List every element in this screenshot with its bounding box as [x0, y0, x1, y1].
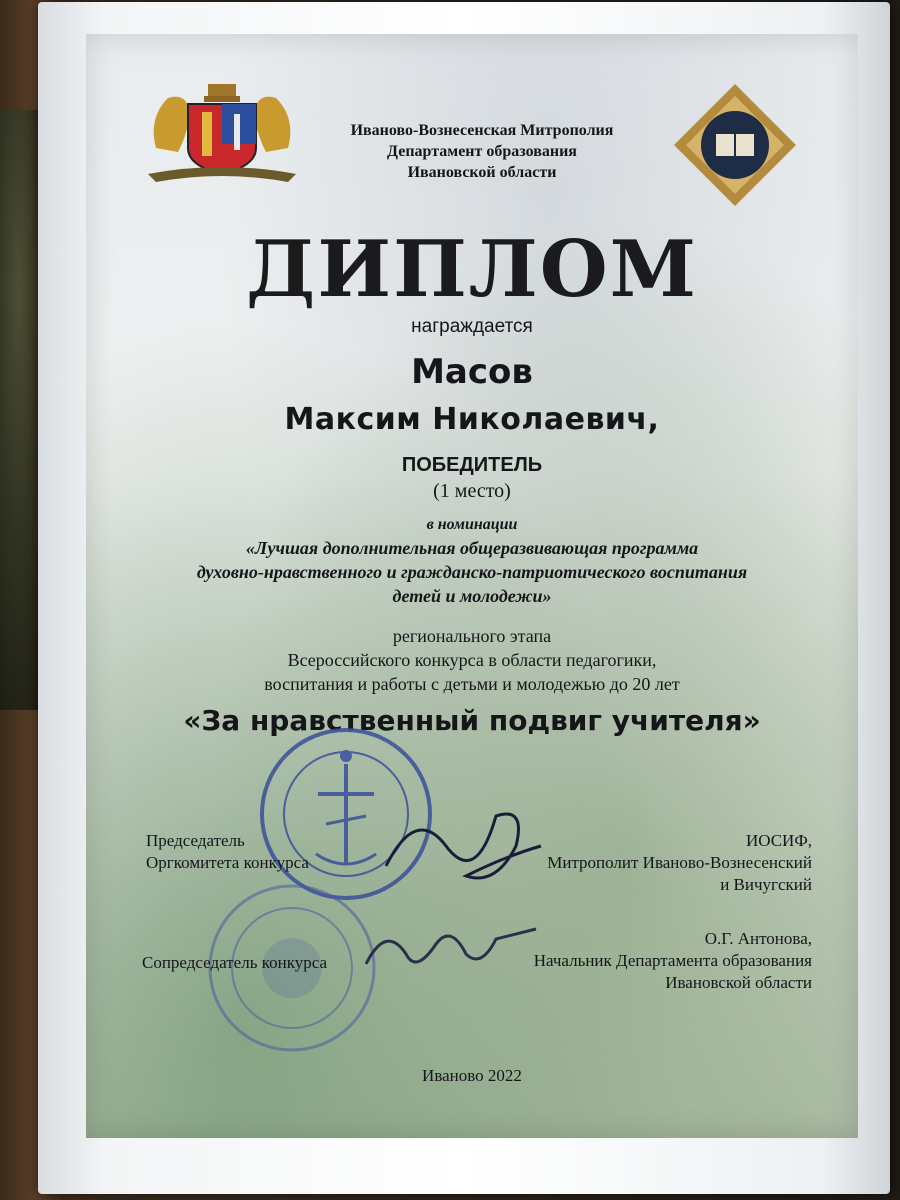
awarded-label: награждается — [411, 316, 533, 337]
chair-name: ИОСИФ, — [745, 831, 812, 850]
stage-text — [86, 624, 858, 696]
organization-line-2: Департамент образования — [387, 143, 577, 160]
organization-header — [86, 120, 858, 183]
chair-signatory — [547, 830, 812, 896]
contest-motto: «За нравственный подвиг учителя» — [183, 704, 761, 737]
chair-position-line-1: Митрополит Иваново-Вознесенский — [547, 853, 812, 872]
cochair-title-line: Сопредседатель конкурса — [142, 953, 328, 972]
nomination-line: «Лучшая дополнительная общеразвивающая программа — [245, 538, 699, 558]
city-year: Иваново 2022 — [422, 1066, 522, 1085]
stage-line: регионального этапа — [392, 626, 552, 646]
stage-line: воспитания и работы с детьми и молодежью до 20 лет — [264, 674, 680, 694]
diploma-title: ДИПЛОМ — [246, 224, 698, 315]
nomination-line: детей и молодежи» — [392, 586, 552, 606]
cochair-title — [142, 952, 327, 974]
signature-antonova — [356, 914, 546, 984]
diploma-sheet — [86, 34, 858, 1138]
cochair-position-line-2: Ивановской области — [665, 973, 812, 992]
cochair-name: О.Г. Антонова, — [704, 929, 812, 948]
nomination-label: в номинации — [426, 516, 518, 533]
stage-line: Всероссийского конкурса в области педагогики, — [287, 650, 657, 670]
organization-line-1: Иваново-Вознесенская Митрополия — [350, 122, 614, 139]
place-text: (1 место) — [433, 480, 511, 502]
chair-title-line-1: Председатель — [146, 831, 245, 850]
cochair-position-line-1: Начальник Департамента образования — [533, 951, 812, 970]
winner-status: ПОБЕДИТЕЛЬ — [401, 454, 543, 476]
recipient-surname: Масов — [411, 352, 533, 392]
nomination-line: духовно-нравственного и гражданско-патриотического воспитания — [196, 562, 748, 582]
signature-metropolitan — [376, 786, 546, 906]
nomination-text — [86, 536, 858, 608]
organization-line-3: Ивановской области — [407, 164, 557, 181]
recipient-given-names: Максим Николаевич, — [284, 402, 660, 437]
chair-title-line-2: Оргкомитета конкурса — [146, 853, 309, 872]
chair-title — [146, 830, 309, 874]
chair-position-line-2: и Вичугский — [720, 875, 812, 894]
cochair-signatory — [534, 928, 812, 994]
